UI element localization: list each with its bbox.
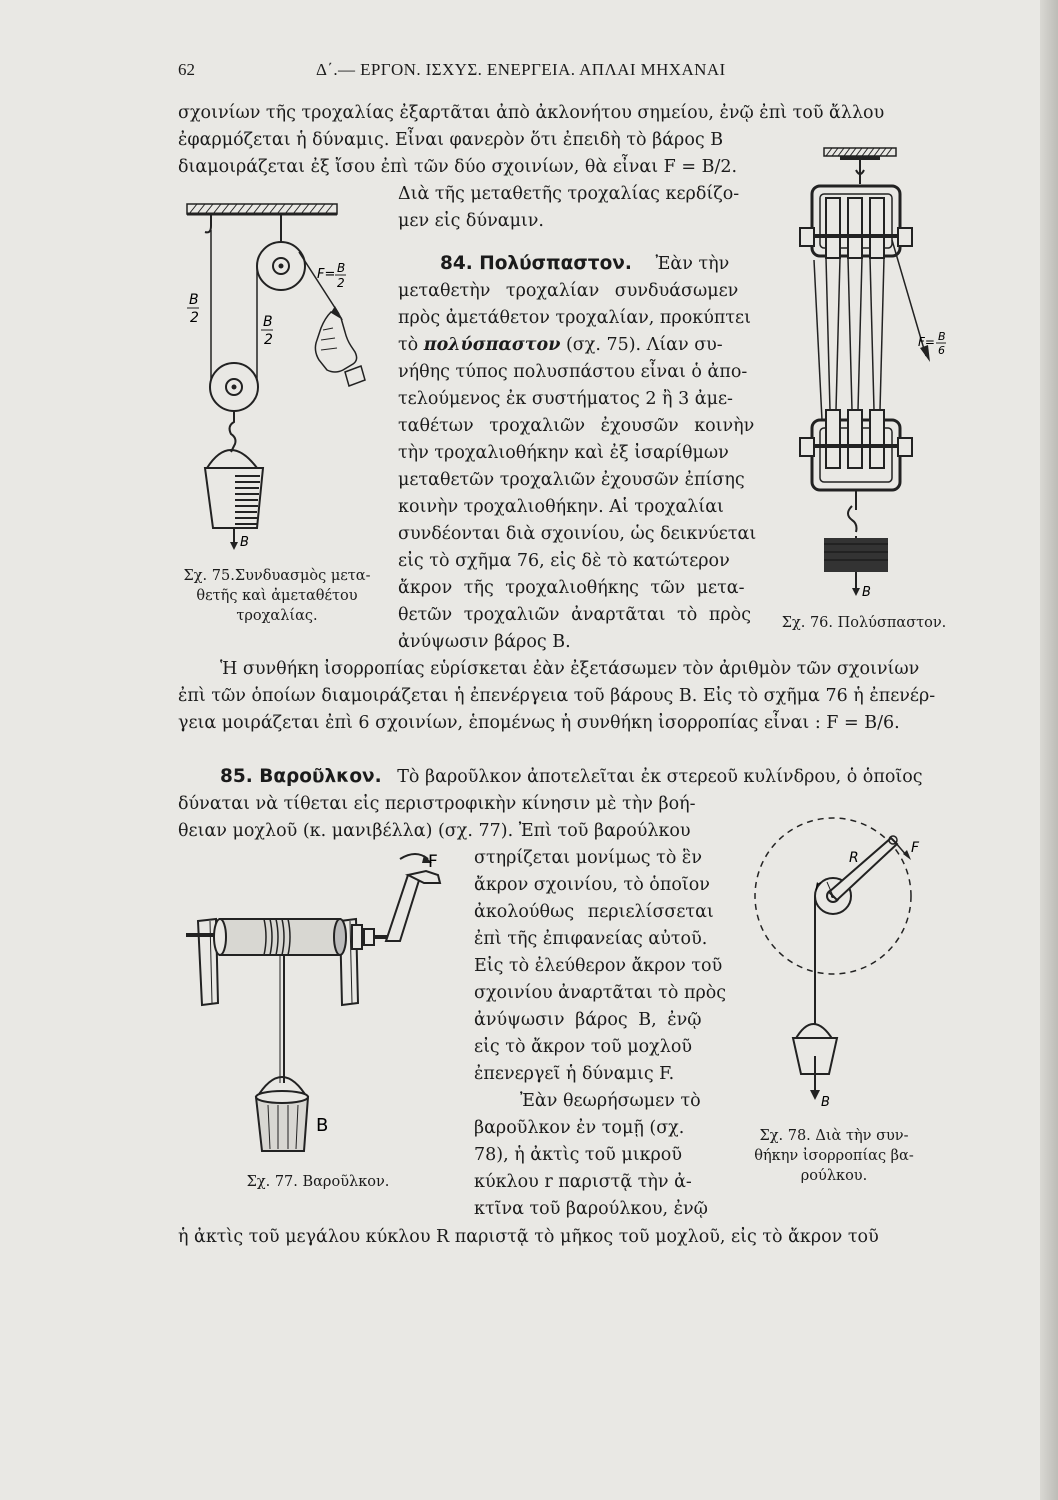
body-line: διαμοιράζεται ἐξ ἴσου ἐπὶ τῶν δύο σχοινίων, θὰ εἶναι F = Β/2. — [178, 157, 738, 177]
body-line: ἐπενεργεῖ ἡ δύναμις F. — [474, 1064, 675, 1084]
label-2: 2 — [190, 310, 199, 326]
body-line: βαροῦλκον ἐν τομῇ (σχ. — [474, 1118, 685, 1138]
body-text: Ἐὰν τὴν — [655, 254, 730, 274]
body-line: ἀκολούθως περιελίσσεται — [474, 902, 714, 922]
body-line: ἄκρον τῆς τροχαλιοθήκης τῶν μετα- — [398, 578, 745, 598]
figure-78-windlass-equilibrium — [745, 812, 945, 1112]
term-polyspaston: πολύσπαστον — [423, 335, 561, 355]
section-84-first-line — [440, 251, 729, 277]
body-line: μεν εἰς δύναμιν. — [398, 211, 544, 231]
body-line — [398, 332, 723, 358]
label-force: F — [911, 840, 920, 856]
caption-line: Σχ. 78. Διὰ τὴν συν- — [759, 1128, 909, 1144]
body-line: μεταθετῶν τροχαλιῶν ἐχουσῶν ἐπίσης — [398, 470, 745, 490]
body-line: σχοινίων τῆς τροχαλίας ἐξαρτᾶται ἀπὸ ἀκλονήτου σημείου, ἐνῷ ἐπὶ τοῦ ἄλλου — [178, 103, 885, 123]
label-force-denominator: 2 — [337, 276, 345, 290]
figure-77-windlass — [180, 852, 470, 1165]
body-line: ἡ ἀκτὶς τοῦ μεγάλου κύκλου R παριστᾷ τὸ μῆκος τοῦ μοχλοῦ, εἰς τὸ ἄκρον τοῦ — [178, 1227, 879, 1247]
body-line: ἐπὶ τῆς ἐπιφανείας αὐτοῦ. — [474, 929, 708, 949]
body-line: εἰς τὸ ἄκρον τοῦ μοχλοῦ — [474, 1037, 693, 1057]
section-85-first-line — [220, 764, 923, 790]
body-line: νήθης τύπος πολυσπάστου εἶναι ὁ ἀπο- — [398, 362, 748, 382]
section-85-heading: 85. Βαροῦλκον. — [220, 766, 382, 787]
figure-76-caption: Σχ. 76. Πολύσπαστον. — [781, 615, 947, 631]
section-84-heading: 84. Πολύσπαστον. — [440, 253, 632, 274]
body-line: ἐφαρμόζεται ἡ δύναμις. Εἶναι φανερὸν ὅτι ἐπειδὴ τὸ βάρος Β — [178, 130, 724, 150]
label-r: r — [815, 879, 821, 894]
body-line: δύναται νὰ τίθεται εἰς περιστροφικὴν κίνησιν μὲ τὴν βοή- — [178, 794, 696, 814]
label-force-numerator: B — [938, 330, 946, 343]
figure-75-caption — [172, 566, 382, 626]
body-line: Εἰς τὸ ἐλεύθερον ἄκρον τοῦ — [474, 956, 723, 976]
label-b: B — [263, 314, 273, 330]
body-line: θετῶν τροχαλιῶν ἀναρτᾶται τὸ πρὸς — [398, 605, 751, 625]
body-line: τὴν τροχαλιοθήκην καὶ ἐξ ἰσαρίθμων — [398, 443, 729, 463]
label-force: F= — [317, 267, 336, 282]
page-number: 62 — [178, 60, 195, 79]
label-force: F — [428, 852, 438, 872]
body-line: κοινὴν τροχαλιοθήκην. Αἱ τροχαλίαι — [398, 497, 724, 517]
body-line: ἀνύψωσιν βάρος Β. — [398, 632, 571, 652]
body-line: ἐπὶ τῶν ὁποίων διαμοιράζεται ἡ ἐπενέργεια τοῦ βάρους Β. Εἰς τὸ σχῆμα 76 ἡ ἐπενέρ- — [178, 686, 936, 706]
body-line: ταθέτων τροχαλιῶν ἐχουσῶν κοινὴν — [398, 416, 755, 436]
body-line: τελούμενος ἐκ συστήματος 2 ἢ 3 ἀμε- — [398, 389, 733, 409]
caption-line: Σχ. 75.Συνδυασμὸς μετα- — [183, 568, 371, 584]
body-line: Ἡ συνθήκη ἰσορροπίας εὑρίσκεται ἐὰν ἐξετάσωμεν τὸν ἀριθμὸν τῶν σχοινίων — [220, 659, 920, 679]
label-weight: B — [821, 1095, 830, 1110]
caption-line: τροχαλίας. — [236, 608, 318, 624]
body-text: (σχ. 75). Λίαν συ- — [565, 335, 723, 355]
label-R: R — [849, 850, 859, 866]
body-line: Ἐὰν θεωρήσωμεν τὸ — [520, 1091, 701, 1111]
body-line: μεταθετὴν τροχαλίαν συνδυάσωμεν — [398, 281, 739, 301]
body-line: σχοινίου ἀναρτᾶται τὸ πρὸς — [474, 983, 727, 1003]
label-weight: B — [240, 535, 249, 550]
caption-line: θετῆς καὶ ἀμεταθέτου — [196, 588, 358, 604]
body-line: θειαν μοχλοῦ (κ. μανιβέλλα) (σχ. 77). Ἐπὶ τοῦ βαρούλκου — [178, 821, 691, 841]
label-weight: B — [862, 585, 871, 600]
figure-76-block-and-tackle — [800, 140, 960, 610]
body-line: πρὸς ἀμετάθετον τροχαλίαν, προκύπτει — [398, 308, 751, 328]
body-line: στηρίζεται μονίμως τὸ ἓν — [474, 848, 702, 868]
body-line: κύκλου r παριστᾷ τὴν ἀ- — [474, 1172, 692, 1192]
label-force: F= — [918, 335, 935, 349]
label-force-denominator: 6 — [938, 344, 945, 357]
body-text: τὸ — [398, 335, 419, 355]
body-line: συνδέονται διὰ σχοινίου, ὡς δεικνύεται — [398, 524, 757, 544]
figure-78-caption — [744, 1126, 924, 1186]
label-b: B — [189, 292, 199, 308]
running-title: Δ΄.— ΕΡΓΟΝ. ΙΣΧΥΣ. ΕΝΕΡΓΕΙΑ. ΑΠΛΑΙ ΜΗΧΑΝΑΙ — [316, 60, 726, 79]
label-2: 2 — [264, 332, 273, 348]
body-text: Τὸ βαροῦλκον ἀποτελεῖται ἐκ στερεοῦ κυλίνδρου, ὁ ὁποῖος — [397, 767, 923, 787]
body-line: γεια μοιράζεται ἐπὶ 6 σχοινίων, ἑπομένως ἡ συνθήκη ἰσορροπίας εἶναι : F = Β/6. — [178, 713, 900, 733]
label-weight: B — [316, 1115, 329, 1136]
label-force-numerator: B — [337, 261, 346, 275]
body-line: ἄκρον σχοινίου, τὸ ὁποῖον — [474, 875, 710, 895]
body-line: εἰς τὸ σχῆμα 76, εἰς δὲ τὸ κατώτερον — [398, 551, 730, 571]
figure-75-pulley-diagram — [175, 200, 395, 560]
body-line: Διὰ τῆς μεταθετῆς τροχαλίας κερδίζο- — [398, 184, 740, 204]
body-line: κτῖνα τοῦ βαρούλκου, ἐνῷ — [474, 1199, 708, 1219]
body-line: 78), ἡ ἀκτὶς τοῦ μικροῦ — [474, 1145, 682, 1165]
figure-77-caption: Σχ. 77. Βαροῦλκον. — [246, 1174, 390, 1190]
body-line: ἀνύψωσιν βάρος Β, ἐνῷ — [474, 1010, 702, 1030]
caption-line: θήκην ἰσορροπίας βα- — [754, 1148, 914, 1164]
page-edge — [1040, 0, 1058, 1500]
caption-line: ρούλκου. — [800, 1168, 868, 1184]
